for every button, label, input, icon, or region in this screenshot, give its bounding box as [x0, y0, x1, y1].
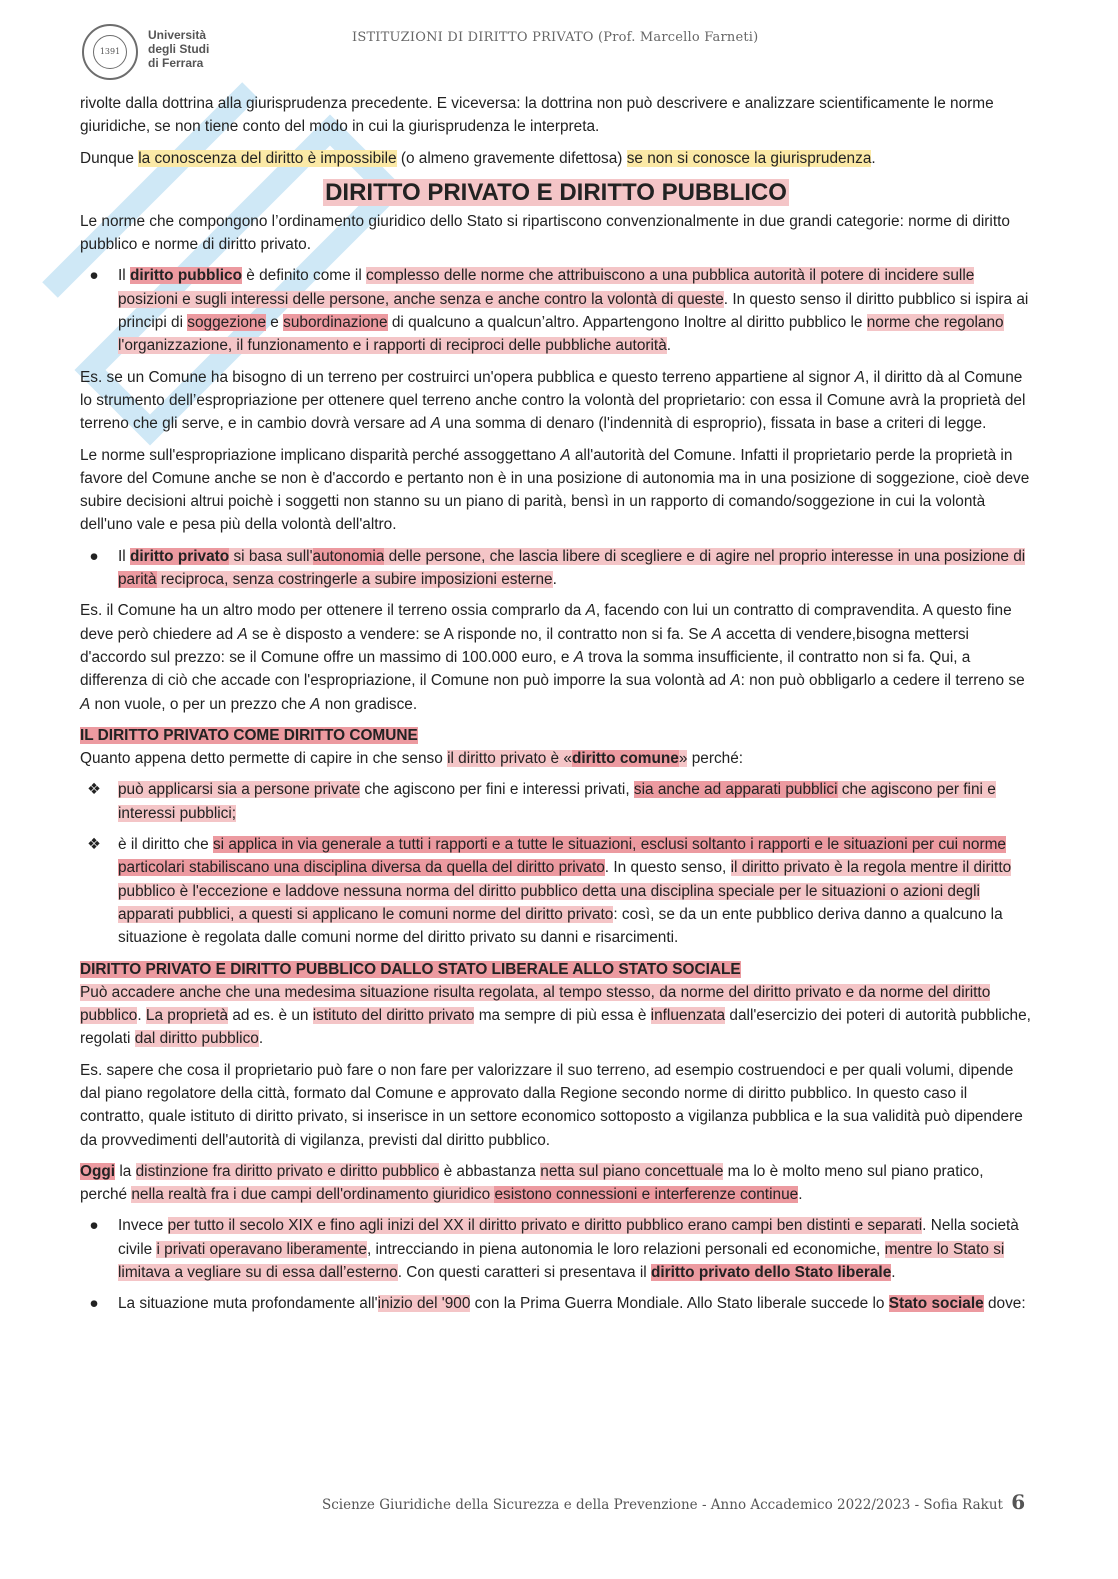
section-title: DIRITTO PRIVATO E DIRITTO PUBBLICO [325, 178, 787, 206]
paragraph-espropriazione: Le norme sull'espropriazione implicano disparità perché assoggettano A all'autorità del Comune. Infatti il proprietario perde la proprietà in favore del Comune anche se non è d'accordo e pertanto non è in una posizione di autonomia ma in una posizione di soggezione, cioè deve subire decisioni altrui poichè i soggetti non stanno su un piano di parità, bensì in un rapporto di comando/soggezione in cui la volontà dell'uno vale e pesa più della volontà dell'altro. [80, 446, 1030, 534]
example-paragraph-1: Es. se un Comune ha bisogno di un terreno per costruirci un'opera pubblica e questo terreno appartiene al signor A, il diritto dà al Comune lo strumento dell’espropriazione per ottenere quel terreno anche contro la volontà del proprietario: con essa il Comune avrà la proprietà del terreno che gli serve, e in cambio dovrà versare ad A una somma di denaro (l'indennità di esproprio), fissata in base a criteri di legge. [80, 368, 1026, 433]
list-item: ● La situazione muta profondamente all'inizio del '900 con la Prima Guerra Mondiale. Allo Stato liberale succede lo Stato sociale dove: [80, 1292, 1032, 1315]
bullet-list [80, 264, 1032, 357]
page-header [82, 22, 1042, 78]
highlight-yellow: se non si conosce la giurisprudenza [626, 149, 872, 167]
document-body [80, 92, 1032, 1324]
bullet-dot-icon: ● [89, 547, 99, 565]
diamond-bullet-icon: ❖ [87, 781, 101, 799]
list-item: ● Invece per tutto il secolo XIX e fino agli inizi del XX il diritto privato e diritto pubblico erano campi ben distinti e separati. Nella società civile i privati operavano liberamente, intrecciando in piena autonomia le loro relazioni personali ed economiche, mentre lo Stato si limitava a vegliare su di essa dall’esterno. Con questi caratteri si presentava il diritto privato dello Stato liberale. [80, 1214, 1032, 1284]
section3-paragraph-2: Es. sapere che cosa il proprietario può fare o non fare per valorizzare il suo terreno, ad esempio costruendoci e per quali volumi, dipende dal piano regolatore della città, formato dal Comune e approvato dalla Regione secondo norme di diritto pubblico. In questo caso il contratto, quale istituto di diritto privato, si inserisce in un settore economico sottoposto a vigilanza pubblica e la sua validità può dipendere da provvedimenti dell'autorità di vigilanza, previsti dal diritto pubblico. [80, 1061, 1023, 1149]
section2-intro: Quanto appena detto permette di capire in che senso il diritto privato è «diritto comune» perché: [80, 750, 744, 768]
section3-paragraph-1: Può accadere anche che una medesima situazione risulta regolata, al tempo stesso, da norme del diritto privato e da norme del diritto pubblico. La proprietà ad es. è un istituto del diritto privato ma sempre di più essa è influenzata dall'esercizio dei poteri di autorità pubbliche, regolati dal diritto pubblico. [80, 983, 1031, 1048]
bullet-dot-icon: ● [89, 1295, 99, 1313]
bullet-list [80, 1214, 1032, 1315]
example-paragraph-2: Es. il Comune ha un altro modo per ottenere il terreno ossia comprarlo da A, facendo con lui un contratto di compravendita. A questo fine deve però chiedere ad A se è disposto a vendere: se A risponde no, il contratto non si fa. Se A accetta di vendere,bisogna mettersi d'accordo sul prezzo: se il Comune offre un massimo di 100.000 euro, e A trova la somma insufficiente, il contratto non si fa. Qui, a differenza di ciò che accade con l'espropriazione, il Comune non può imporre la sua volontà ad A: non può obbligarlo a cedere il terreno se A non vuole, o per un prezzo che A non gradisce. [80, 602, 1025, 713]
university-line-3: di Ferrara [148, 56, 204, 70]
intro-paragraph-2: Dunque la conoscenza del diritto è impossibile (o almeno gravemente difettosa) se non si conosce la giurisprudenza. [80, 149, 876, 167]
bullet-dot-icon: ● [89, 1217, 99, 1235]
list-item: ● Il diritto pubblico è definito come il complesso delle norme che attribuiscono a una pubblica autorità il potere di incidere sulle posizioni e sugli interessi delle persone, anche senza e anche contro la volontà di queste. In questo senso il diritto pubblico si ispira ai principi di soggezione e subordinazione di qualcuno a qualcun’altro. Appartengono Inoltre al diritto pubblico le norme che regolano l'organizzazione, il funzionamento e i rapporti di reciproci delle pubbliche autorità. [80, 264, 1032, 357]
diamond-list [80, 778, 1032, 949]
intro-paragraph-1: rivolte dalla dottrina alla giurisprudenza precedente. E viceversa: la dottrina non può descrivere e analizzare scientificamente le norme giuridiche, se non tiene conto del modo in cui la giurisprudenza le interpreta. [80, 95, 994, 136]
section1-intro: Le norme che compongono l’ordinamento giuridico dello Stato si ripartiscono convenzionalmente in due grandi categorie: norme di diritto pubblico e norme di diritto privato. [80, 212, 1010, 254]
diamond-bullet-icon: ❖ [87, 836, 101, 854]
highlight-yellow: la conoscenza del diritto è impossibile [138, 149, 397, 167]
bullet-list [80, 545, 1032, 592]
page-number: 6 [1011, 1490, 1026, 1514]
document-title: ISTITUZIONI DI DIRITTO PRIVATO (Prof. Marcello Farneti) [352, 30, 759, 45]
subheading-stato-liberale-sociale: DIRITTO PRIVATO E DIRITTO PUBBLICO DALLO STATO LIBERALE ALLO STATO SOCIALE [80, 960, 741, 978]
university-line-2: degli Studi [148, 42, 210, 56]
list-item: ❖ può applicarsi sia a persone private che agiscono per fini e interessi privati, sia anche ad apparati pubblici che agiscono per fini e interessi pubblici; [80, 778, 1032, 825]
bullet-dot-icon: ● [89, 267, 99, 285]
university-seal-icon [82, 24, 138, 80]
university-line-1: Università [148, 28, 207, 42]
list-item: ❖ è il diritto che si applica in via generale a tutti i rapporti e a tutte le situazioni, esclusi soltanto i rapporti e le situazioni per cui norme particolari stabiliscano una disciplina diversa da quella del diritto privato. In questo senso, il diritto privato è la regola mentre il diritto pubblico è l'eccezione e laddove nessuna norma del diritto pubblico detta una disciplina speciale per le situazioni o azioni degli apparati pubblici, a questi si applicano le comuni norme del diritto privato: così, se da un ente pubblico deriva danno a qualcuno la situazione è regolata dalle comuni norme del diritto privato su danni e risarcimenti. [80, 833, 1032, 949]
footer-text: Scienze Giuridiche della Sicurezza e della Prevenzione - Anno Accademico 2022/2023 - Sofia Rakut [322, 1497, 1003, 1513]
section3-paragraph-3: Oggi la distinzione fra diritto privato e diritto pubblico è abbastanza netta sul piano concettuale ma lo è molto meno sul piano pratico, perché nella realtà fra i due campi dell'ordinamento giuridico esistono connessioni e interferenze continue. [80, 1162, 984, 1204]
subheading-diritto-comune: IL DIRITTO PRIVATO COME DIRITTO COMUNE [80, 726, 418, 744]
page-footer [322, 1490, 1025, 1514]
seal-year: 1391 [99, 47, 121, 56]
list-item: ● Il diritto privato si basa sull'autonomia delle persone, che lascia libere di scegliere e di agire nel proprio interesse in una posizione di parità reciproca, senza costringerle a subire imposizioni esterne. [80, 545, 1032, 592]
university-logo-text [148, 28, 209, 70]
